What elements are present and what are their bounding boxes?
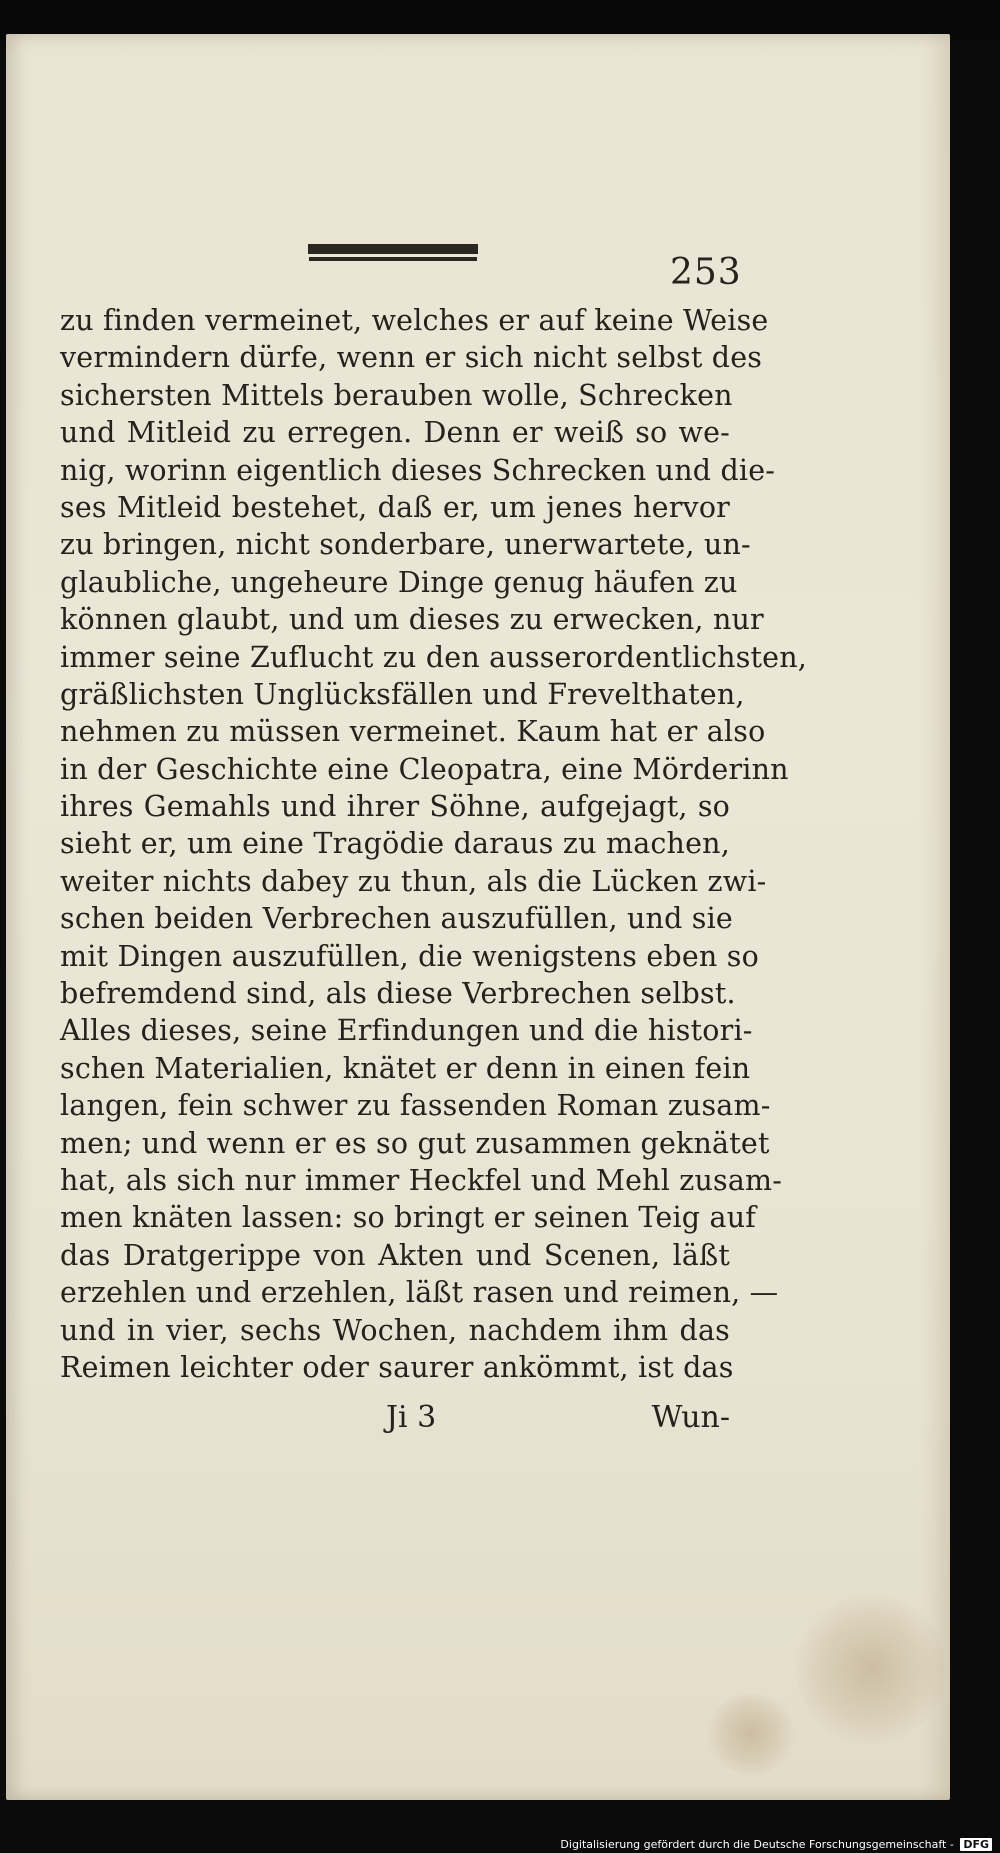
text-line: men knäten lassen: so bringt er seinen Teig auf — [60, 1201, 757, 1235]
page-footer — [60, 1400, 730, 1440]
signature-mark: Ji 3 — [386, 1400, 437, 1435]
text-line: gräßlichsten Unglücksfällen und Frevelthaten, — [60, 677, 745, 711]
text-line: zu bringen, nicht sonderbare, unerwartete, un- — [60, 528, 751, 562]
catchword: Wun- — [651, 1400, 730, 1435]
foxing-stain — [706, 1694, 796, 1774]
text-line: können glaubt, und um dieses zu erwecken, nur — [60, 603, 764, 637]
text-line: vermindern dürfe, wenn er sich nicht selbst des — [60, 341, 763, 375]
text-line: men; und wenn er es so gut zusammen geknätet — [60, 1126, 770, 1160]
text-line: und in vier, sechs Wochen, nachdem ihm das — [60, 1313, 730, 1347]
text-line: hat, als sich nur immer Heckfel und Mehl zusam- — [60, 1163, 783, 1197]
text-line: befremdend sind, als diese Verbrechen selbst. — [60, 977, 736, 1011]
text-line: mit Dingen auszufüllen, die wenigstens eben so — [60, 939, 759, 973]
text-line: Reimen leichter oder saurer ankömmt, ist das — [60, 1350, 734, 1384]
book-page — [6, 34, 950, 1800]
foxing-stain — [796, 1594, 946, 1744]
text-line: und Mitleid zu erregen. Denn er weiß so we- — [60, 416, 730, 450]
body-text — [60, 302, 808, 1386]
text-line: zu finden vermeinet, welches er auf keine Weise — [60, 304, 769, 337]
text-line: ihres Gemahls und ihrer Söhne, aufgejagt, so — [60, 790, 730, 824]
text-line: in der Geschichte eine Cleopatra, eine Mörderinn — [60, 752, 789, 786]
text-line: erzehlen und erzehlen, läßt rasen und reimen, — — [60, 1276, 779, 1310]
text-line: ses Mitleid bestehet, daß er, um jenes hervor — [60, 490, 730, 524]
text-line: nehmen zu müssen vermeinet. Kaum hat er also — [60, 715, 766, 749]
text-line: das Dratgerippe von Akten und Scenen, läßt — [60, 1238, 730, 1272]
funding-text: Digitalisierung gefördert durch die Deutsche Forschungsgemeinschaft - — [560, 1838, 954, 1851]
header-rule — [308, 244, 478, 257]
text-line: nig, worinn eigentlich dieses Schrecken und die- — [60, 453, 776, 487]
text-line: sieht er, um eine Tragödie daraus zu machen, — [60, 827, 730, 861]
page-number: 253 — [670, 252, 742, 293]
text-line: schen beiden Verbrechen auszufüllen, und sie — [60, 902, 733, 936]
text-line: sichersten Mittels berauben wolle, Schrecken — [60, 378, 733, 412]
text-line: schen Materialien, knätet er denn in einen fein — [60, 1051, 751, 1085]
text-line: immer seine Zuflucht zu den ausserordentlichsten, — [60, 640, 808, 674]
text-line: langen, fein schwer zu fassenden Roman zusam- — [60, 1089, 771, 1123]
text-line: Alles dieses, seine Erfindungen und die histori- — [60, 1014, 753, 1048]
text-line: weiter nichts dabey zu thun, als die Lücken zwi- — [60, 864, 767, 898]
dfg-logo: DFG — [960, 1838, 992, 1851]
funding-note — [560, 1838, 992, 1851]
text-line: glaubliche, ungeheure Dinge genug häufen zu — [60, 565, 738, 599]
